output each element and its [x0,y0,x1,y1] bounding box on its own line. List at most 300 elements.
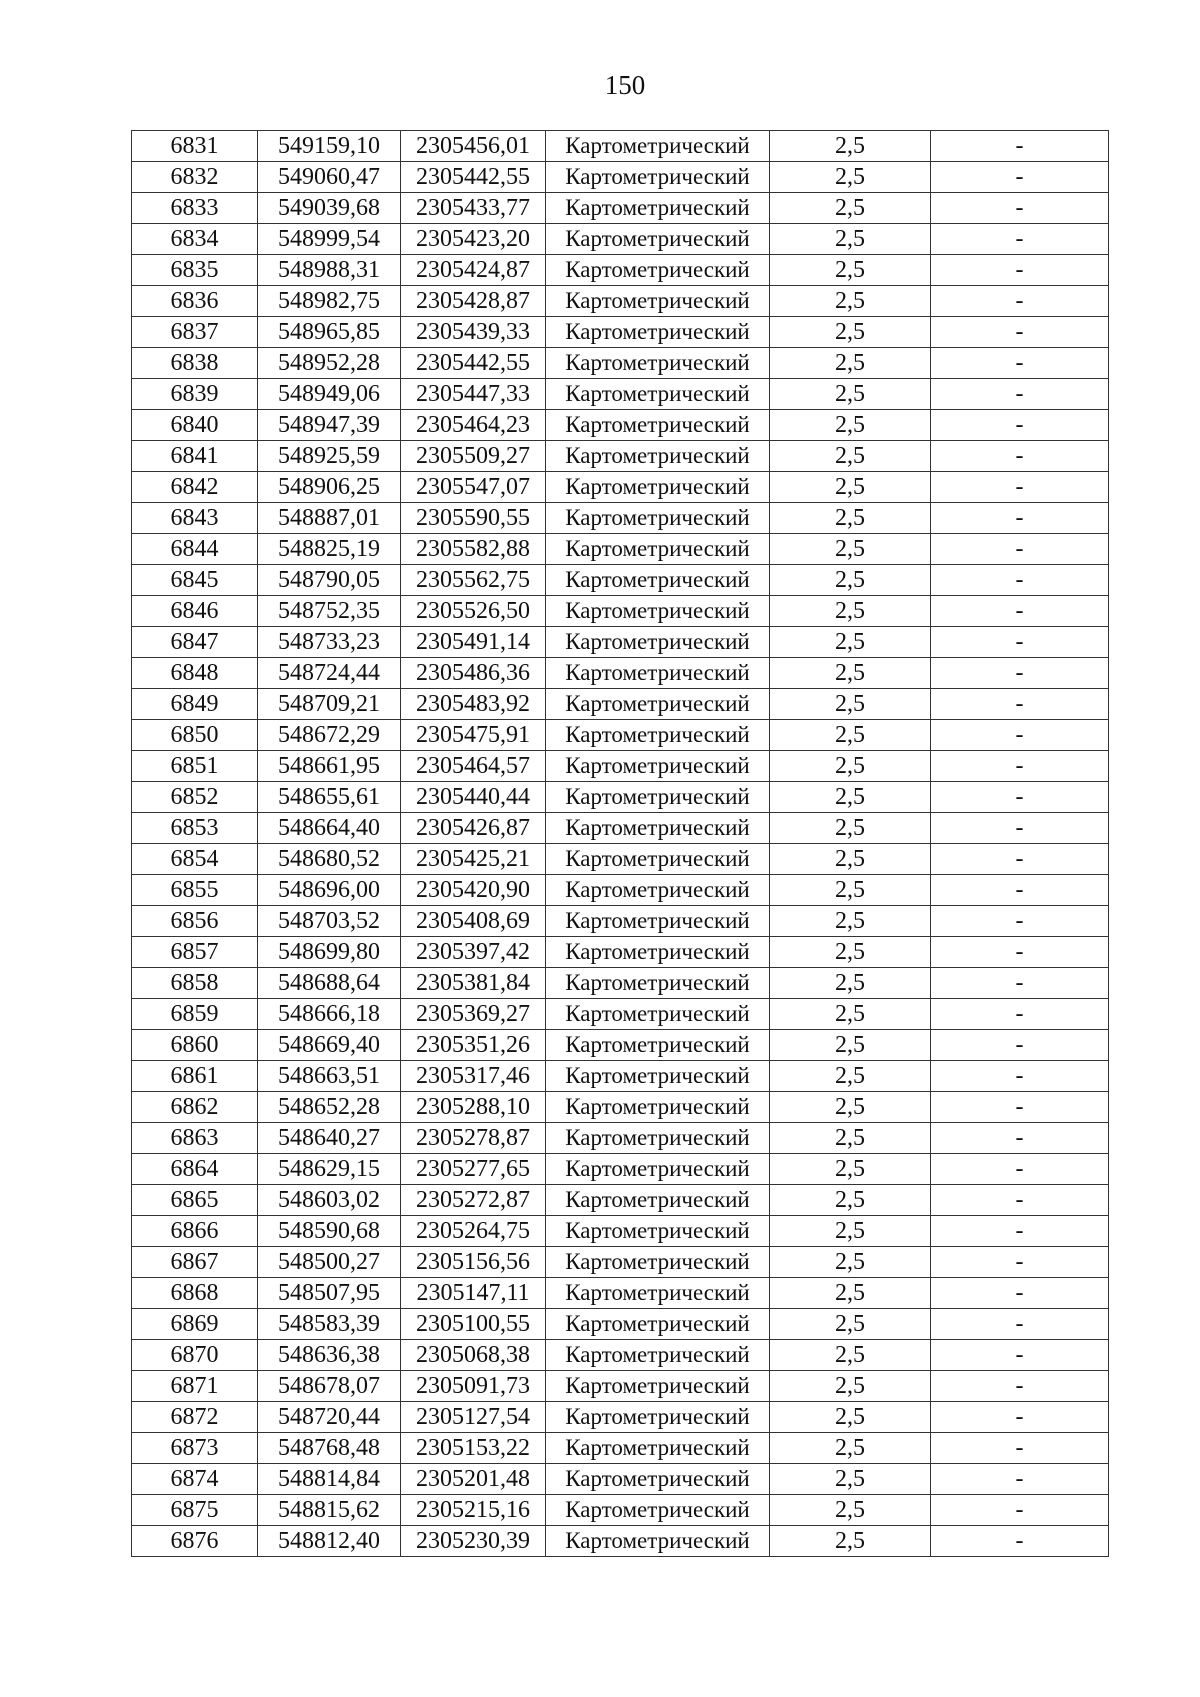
x-coordinate-cell: 548733,23 [258,627,401,658]
method-cell: Картометрический [546,565,770,596]
accuracy-cell: 2,5 [770,317,931,348]
point-number-cell: 6873 [132,1433,258,1464]
x-coordinate-cell: 548949,06 [258,379,401,410]
x-coordinate-cell: 548699,80 [258,937,401,968]
y-coordinate-cell: 2305423,20 [401,224,546,255]
y-coordinate-cell: 2305582,88 [401,534,546,565]
note-cell: - [931,968,1109,999]
note-cell: - [931,286,1109,317]
y-coordinate-cell: 2305456,01 [401,131,546,162]
table-row [132,286,1109,317]
y-coordinate-cell: 2305420,90 [401,875,546,906]
note-cell: - [931,1123,1109,1154]
accuracy-cell: 2,5 [770,999,931,1030]
note-cell: - [931,844,1109,875]
accuracy-cell: 2,5 [770,1154,931,1185]
method-cell: Картометрический [546,1495,770,1526]
y-coordinate-cell: 2305424,87 [401,255,546,286]
method-cell: Картометрический [546,1340,770,1371]
table-row [132,503,1109,534]
table-row [132,441,1109,472]
point-number-cell: 6874 [132,1464,258,1495]
note-cell: - [931,1061,1109,1092]
x-coordinate-cell: 548655,61 [258,782,401,813]
note-cell: - [931,596,1109,627]
method-cell: Картометрический [546,844,770,875]
table-row [132,348,1109,379]
note-cell: - [931,503,1109,534]
note-cell: - [931,1402,1109,1433]
table-row [132,1123,1109,1154]
table-row [132,782,1109,813]
accuracy-cell: 2,5 [770,1030,931,1061]
accuracy-cell: 2,5 [770,131,931,162]
note-cell: - [931,937,1109,968]
note-cell: - [931,1092,1109,1123]
table-row [132,255,1109,286]
y-coordinate-cell: 2305369,27 [401,999,546,1030]
x-coordinate-cell: 548999,54 [258,224,401,255]
accuracy-cell: 2,5 [770,596,931,627]
table-row [132,410,1109,441]
point-number-cell: 6863 [132,1123,258,1154]
accuracy-cell: 2,5 [770,348,931,379]
y-coordinate-cell: 2305277,65 [401,1154,546,1185]
method-cell: Картометрический [546,1371,770,1402]
coordinates-table-body [132,131,1109,1557]
table-row [132,565,1109,596]
table-row [132,224,1109,255]
y-coordinate-cell: 2305381,84 [401,968,546,999]
table-row [132,472,1109,503]
note-cell: - [931,627,1109,658]
note-cell: - [931,1278,1109,1309]
y-coordinate-cell: 2305288,10 [401,1092,546,1123]
x-coordinate-cell: 548603,02 [258,1185,401,1216]
x-coordinate-cell: 548906,25 [258,472,401,503]
x-coordinate-cell: 548629,15 [258,1154,401,1185]
y-coordinate-cell: 2305509,27 [401,441,546,472]
note-cell: - [931,379,1109,410]
method-cell: Картометрический [546,1402,770,1433]
x-coordinate-cell: 548709,21 [258,689,401,720]
method-cell: Картометрический [546,1433,770,1464]
accuracy-cell: 2,5 [770,472,931,503]
accuracy-cell: 2,5 [770,1092,931,1123]
table-row [132,968,1109,999]
note-cell: - [931,782,1109,813]
accuracy-cell: 2,5 [770,1278,931,1309]
y-coordinate-cell: 2305425,21 [401,844,546,875]
y-coordinate-cell: 2305408,69 [401,906,546,937]
y-coordinate-cell: 2305264,75 [401,1216,546,1247]
accuracy-cell: 2,5 [770,1216,931,1247]
accuracy-cell: 2,5 [770,1371,931,1402]
x-coordinate-cell: 548661,95 [258,751,401,782]
x-coordinate-cell: 548988,31 [258,255,401,286]
method-cell: Картометрический [546,1309,770,1340]
method-cell: Картометрический [546,162,770,193]
x-coordinate-cell: 548982,75 [258,286,401,317]
table-row [132,627,1109,658]
table-row [132,1278,1109,1309]
method-cell: Картометрический [546,1154,770,1185]
accuracy-cell: 2,5 [770,379,931,410]
table-row [132,317,1109,348]
accuracy-cell: 2,5 [770,906,931,937]
point-number-cell: 6855 [132,875,258,906]
method-cell: Картометрический [546,937,770,968]
point-number-cell: 6854 [132,844,258,875]
method-cell: Картометрический [546,193,770,224]
accuracy-cell: 2,5 [770,968,931,999]
point-number-cell: 6852 [132,782,258,813]
x-coordinate-cell: 548652,28 [258,1092,401,1123]
y-coordinate-cell: 2305426,87 [401,813,546,844]
point-number-cell: 6842 [132,472,258,503]
table-row [132,379,1109,410]
accuracy-cell: 2,5 [770,751,931,782]
table-row [132,999,1109,1030]
accuracy-cell: 2,5 [770,1495,931,1526]
method-cell: Картометрический [546,1092,770,1123]
accuracy-cell: 2,5 [770,1402,931,1433]
y-coordinate-cell: 2305215,16 [401,1495,546,1526]
x-coordinate-cell: 548790,05 [258,565,401,596]
y-coordinate-cell: 2305278,87 [401,1123,546,1154]
x-coordinate-cell: 548952,28 [258,348,401,379]
note-cell: - [931,1340,1109,1371]
y-coordinate-cell: 2305475,91 [401,720,546,751]
method-cell: Картометрический [546,286,770,317]
x-coordinate-cell: 548752,35 [258,596,401,627]
table-row [132,1247,1109,1278]
point-number-cell: 6848 [132,658,258,689]
method-cell: Картометрический [546,689,770,720]
note-cell: - [931,658,1109,689]
accuracy-cell: 2,5 [770,1061,931,1092]
method-cell: Картометрический [546,379,770,410]
method-cell: Картометрический [546,255,770,286]
method-cell: Картометрический [546,596,770,627]
accuracy-cell: 2,5 [770,1526,931,1557]
x-coordinate-cell: 548825,19 [258,534,401,565]
table-row [132,1154,1109,1185]
table-row [132,1092,1109,1123]
accuracy-cell: 2,5 [770,844,931,875]
table-row [132,875,1109,906]
accuracy-cell: 2,5 [770,255,931,286]
table-row [132,937,1109,968]
point-number-cell: 6845 [132,565,258,596]
method-cell: Картометрический [546,813,770,844]
method-cell: Картометрический [546,1216,770,1247]
method-cell: Картометрический [546,627,770,658]
accuracy-cell: 2,5 [770,1185,931,1216]
x-coordinate-cell: 548636,38 [258,1340,401,1371]
x-coordinate-cell: 548815,62 [258,1495,401,1526]
y-coordinate-cell: 2305272,87 [401,1185,546,1216]
point-number-cell: 6871 [132,1371,258,1402]
x-coordinate-cell: 548925,59 [258,441,401,472]
accuracy-cell: 2,5 [770,565,931,596]
y-coordinate-cell: 2305317,46 [401,1061,546,1092]
method-cell: Картометрический [546,751,770,782]
x-coordinate-cell: 548678,07 [258,1371,401,1402]
table-row [132,1371,1109,1402]
y-coordinate-cell: 2305483,92 [401,689,546,720]
page-number: 150 [604,70,646,100]
y-coordinate-cell: 2305351,26 [401,1030,546,1061]
accuracy-cell: 2,5 [770,875,931,906]
accuracy-cell: 2,5 [770,503,931,534]
table-row [132,1495,1109,1526]
method-cell: Картометрический [546,503,770,534]
table-row [132,1402,1109,1433]
y-coordinate-cell: 2305153,22 [401,1433,546,1464]
note-cell: - [931,1309,1109,1340]
note-cell: - [931,534,1109,565]
note-cell: - [931,193,1109,224]
x-coordinate-cell: 548507,95 [258,1278,401,1309]
note-cell: - [931,1526,1109,1557]
x-coordinate-cell: 549060,47 [258,162,401,193]
y-coordinate-cell: 2305433,77 [401,193,546,224]
y-coordinate-cell: 2305068,38 [401,1340,546,1371]
y-coordinate-cell: 2305201,48 [401,1464,546,1495]
point-number-cell: 6864 [132,1154,258,1185]
x-coordinate-cell: 548812,40 [258,1526,401,1557]
accuracy-cell: 2,5 [770,1464,931,1495]
accuracy-cell: 2,5 [770,937,931,968]
x-coordinate-cell: 548814,84 [258,1464,401,1495]
x-coordinate-cell: 548500,27 [258,1247,401,1278]
point-number-cell: 6872 [132,1402,258,1433]
method-cell: Картометрический [546,658,770,689]
accuracy-cell: 2,5 [770,1123,931,1154]
point-number-cell: 6838 [132,348,258,379]
accuracy-cell: 2,5 [770,534,931,565]
y-coordinate-cell: 2305091,73 [401,1371,546,1402]
accuracy-cell: 2,5 [770,224,931,255]
method-cell: Картометрический [546,1061,770,1092]
y-coordinate-cell: 2305442,55 [401,348,546,379]
point-number-cell: 6867 [132,1247,258,1278]
accuracy-cell: 2,5 [770,162,931,193]
table-row [132,813,1109,844]
point-number-cell: 6870 [132,1340,258,1371]
point-number-cell: 6851 [132,751,258,782]
y-coordinate-cell: 2305442,55 [401,162,546,193]
point-number-cell: 6849 [132,689,258,720]
accuracy-cell: 2,5 [770,286,931,317]
y-coordinate-cell: 2305547,07 [401,472,546,503]
method-cell: Картометрический [546,968,770,999]
accuracy-cell: 2,5 [770,1247,931,1278]
method-cell: Картометрический [546,1185,770,1216]
y-coordinate-cell: 2305156,56 [401,1247,546,1278]
table-row [132,1464,1109,1495]
table-row [132,906,1109,937]
point-number-cell: 6837 [132,317,258,348]
table-row [132,596,1109,627]
note-cell: - [931,813,1109,844]
table-row [132,1433,1109,1464]
table-row [132,1309,1109,1340]
point-number-cell: 6853 [132,813,258,844]
note-cell: - [931,1464,1109,1495]
point-number-cell: 6834 [132,224,258,255]
point-number-cell: 6857 [132,937,258,968]
x-coordinate-cell: 548688,64 [258,968,401,999]
accuracy-cell: 2,5 [770,720,931,751]
y-coordinate-cell: 2305486,36 [401,658,546,689]
method-cell: Картометрический [546,534,770,565]
note-cell: - [931,689,1109,720]
method-cell: Картометрический [546,906,770,937]
accuracy-cell: 2,5 [770,193,931,224]
method-cell: Картометрический [546,224,770,255]
method-cell: Картометрический [546,410,770,441]
y-coordinate-cell: 2305428,87 [401,286,546,317]
x-coordinate-cell: 548583,39 [258,1309,401,1340]
y-coordinate-cell: 2305590,55 [401,503,546,534]
accuracy-cell: 2,5 [770,658,931,689]
table-row [132,751,1109,782]
note-cell: - [931,1030,1109,1061]
point-number-cell: 6832 [132,162,258,193]
method-cell: Картометрический [546,720,770,751]
accuracy-cell: 2,5 [770,1340,931,1371]
point-number-cell: 6860 [132,1030,258,1061]
table-row [132,1526,1109,1557]
table-row [132,1030,1109,1061]
method-cell: Картометрический [546,1247,770,1278]
accuracy-cell: 2,5 [770,1433,931,1464]
table-row [132,844,1109,875]
note-cell: - [931,1433,1109,1464]
y-coordinate-cell: 2305439,33 [401,317,546,348]
method-cell: Картометрический [546,1464,770,1495]
point-number-cell: 6844 [132,534,258,565]
note-cell: - [931,906,1109,937]
point-number-cell: 6846 [132,596,258,627]
y-coordinate-cell: 2305464,23 [401,410,546,441]
accuracy-cell: 2,5 [770,782,931,813]
y-coordinate-cell: 2305464,57 [401,751,546,782]
note-cell: - [931,131,1109,162]
method-cell: Картометрический [546,348,770,379]
method-cell: Картометрический [546,999,770,1030]
table-row [132,162,1109,193]
accuracy-cell: 2,5 [770,627,931,658]
point-number-cell: 6840 [132,410,258,441]
accuracy-cell: 2,5 [770,441,931,472]
note-cell: - [931,999,1109,1030]
point-number-cell: 6843 [132,503,258,534]
point-number-cell: 6841 [132,441,258,472]
note-cell: - [931,317,1109,348]
note-cell: - [931,224,1109,255]
accuracy-cell: 2,5 [770,1309,931,1340]
table-row [132,720,1109,751]
x-coordinate-cell: 548664,40 [258,813,401,844]
x-coordinate-cell: 548590,68 [258,1216,401,1247]
x-coordinate-cell: 548768,48 [258,1433,401,1464]
x-coordinate-cell: 548947,39 [258,410,401,441]
note-cell: - [931,472,1109,503]
x-coordinate-cell: 548680,52 [258,844,401,875]
accuracy-cell: 2,5 [770,410,931,441]
y-coordinate-cell: 2305440,44 [401,782,546,813]
note-cell: - [931,441,1109,472]
note-cell: - [931,1371,1109,1402]
method-cell: Картометрический [546,1123,770,1154]
method-cell: Картометрический [546,782,770,813]
method-cell: Картометрический [546,317,770,348]
y-coordinate-cell: 2305397,42 [401,937,546,968]
point-number-cell: 6833 [132,193,258,224]
point-number-cell: 6869 [132,1309,258,1340]
y-coordinate-cell: 2305526,50 [401,596,546,627]
note-cell: - [931,751,1109,782]
note-cell: - [931,1154,1109,1185]
note-cell: - [931,348,1109,379]
note-cell: - [931,565,1109,596]
x-coordinate-cell: 548703,52 [258,906,401,937]
y-coordinate-cell: 2305127,54 [401,1402,546,1433]
table-row [132,1340,1109,1371]
y-coordinate-cell: 2305491,14 [401,627,546,658]
point-number-cell: 6861 [132,1061,258,1092]
x-coordinate-cell: 549159,10 [258,131,401,162]
x-coordinate-cell: 548669,40 [258,1030,401,1061]
point-number-cell: 6866 [132,1216,258,1247]
point-number-cell: 6856 [132,906,258,937]
point-number-cell: 6876 [132,1526,258,1557]
table-row [132,131,1109,162]
point-number-cell: 6847 [132,627,258,658]
note-cell: - [931,720,1109,751]
y-coordinate-cell: 2305562,75 [401,565,546,596]
note-cell: - [931,162,1109,193]
x-coordinate-cell: 548965,85 [258,317,401,348]
note-cell: - [931,255,1109,286]
method-cell: Картометрический [546,441,770,472]
point-number-cell: 6875 [132,1495,258,1526]
y-coordinate-cell: 2305147,11 [401,1278,546,1309]
table-row [132,193,1109,224]
note-cell: - [931,875,1109,906]
note-cell: - [931,1247,1109,1278]
point-number-cell: 6831 [132,131,258,162]
accuracy-cell: 2,5 [770,689,931,720]
method-cell: Картометрический [546,472,770,503]
point-number-cell: 6868 [132,1278,258,1309]
note-cell: - [931,1185,1109,1216]
x-coordinate-cell: 548724,44 [258,658,401,689]
point-number-cell: 6865 [132,1185,258,1216]
y-coordinate-cell: 2305447,33 [401,379,546,410]
table-row [132,689,1109,720]
x-coordinate-cell: 548887,01 [258,503,401,534]
y-coordinate-cell: 2305230,39 [401,1526,546,1557]
table-row [132,658,1109,689]
method-cell: Картометрический [546,1030,770,1061]
x-coordinate-cell: 548663,51 [258,1061,401,1092]
accuracy-cell: 2,5 [770,813,931,844]
method-cell: Картометрический [546,1278,770,1309]
